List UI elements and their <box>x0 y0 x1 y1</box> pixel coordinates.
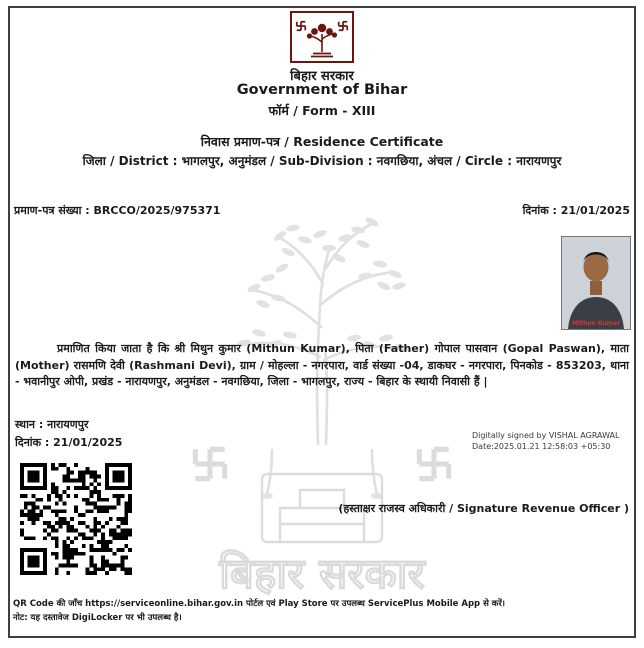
government-name-hindi: बिहार सरकार <box>290 69 354 84</box>
meta-row <box>14 203 630 218</box>
issue-date: दिनांक : 21/01/2025 <box>522 204 630 217</box>
date-line: दिनांक : 21/01/2025 <box>15 436 123 449</box>
certificate-body-text: प्रमाणित किया जाता है कि श्री मिथुन कुमार (Mithun Kumar), पिता (Father) गोपाल पासवान (Gopal Paswan), माता (Mother) रासमणि देवी (Rashmani Devi), ग्राम / मोहल्ला - नगरपारा, वार्ड संख्या -04, डाकघर - नगरपारा, पिनकोड - 853203, थाना - भवानीपुर ओपी, प्रखंड - नारायणपुर, अनुमंडल - नवगछिया, जिला - भागलपुर, राज्य - बिहार के स्थायी निवासी हैं | <box>15 342 629 388</box>
government-name-english: Government of Bihar <box>236 82 408 98</box>
signature-officer-label: (हस्ताक्षर राजस्व अधिकारी / Signature Revenue Officer ) <box>338 502 629 515</box>
form-number: फॉर्म / Form - XIII <box>268 103 376 118</box>
qr-code <box>20 463 132 575</box>
photo-person <box>562 237 630 329</box>
certificate-number: प्रमाण-पत्र संख्या : BRCCO/2025/975371 <box>14 204 221 217</box>
place-line: स्थान : नारायणपुर <box>15 418 89 431</box>
bihar-emblem-icon <box>290 11 354 63</box>
certificate-title: निवास प्रमाण-पत्र / Residence Certificate <box>200 134 444 149</box>
photo-caption: Mithun Kumar <box>572 320 620 327</box>
footer-note-digilocker: नोट: यह दस्तावेज DigiLocker पर भी उपलब्ध है। <box>13 613 182 623</box>
digital-signature-text <box>472 431 619 452</box>
district-subdivision-circle-line: जिला / District : भागलपुर, अनुमंडल / Sub-Division : नवगछिया, अंचल / Circle : नारायणपुर <box>82 154 562 168</box>
qr-code-image <box>20 463 132 575</box>
watermark-text: बिहार सरकार <box>219 549 425 598</box>
footer-note-qr-verification: QR Code की जाँच https://serviceonline.bihar.gov.in पोर्टल एवं Play Store पर उपलब्ध ServicePlus Mobile App से करें। <box>13 599 506 609</box>
digital-signature-line2: Date:2025.01.21 12:58:03 +05:30 <box>472 441 611 451</box>
applicant-photo <box>561 236 631 330</box>
digital-signature-line1: Digitally signed by VISHAL AGRAWAL <box>472 431 620 440</box>
